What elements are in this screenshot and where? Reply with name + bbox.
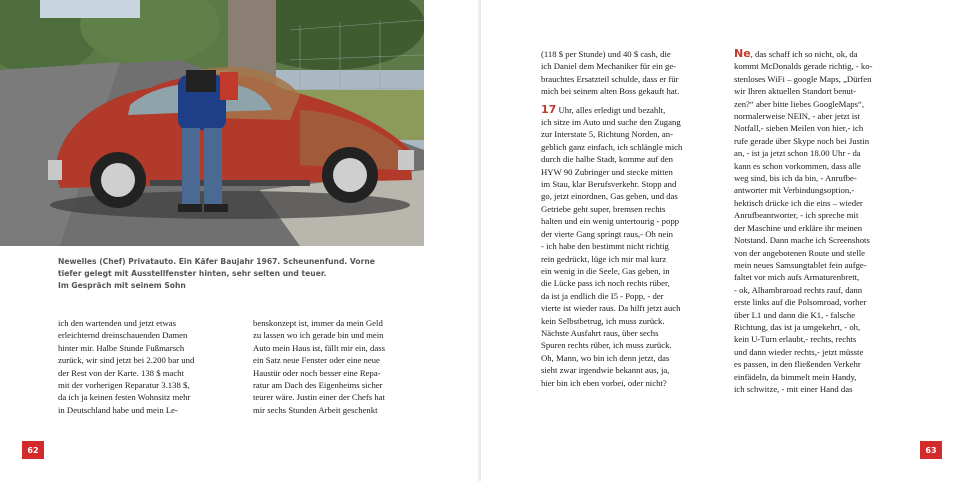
text-line: weg sind, bis ich da bin, - Anrufbe- xyxy=(734,173,857,184)
right-column-1 xyxy=(541,48,717,389)
car-photo xyxy=(0,0,424,246)
text-line: und dann wieder rechts,- jetzt müsste xyxy=(734,346,864,357)
text-line: ich sitze im Auto und suche den Zugang xyxy=(541,117,681,128)
text-line: faltet vor mich aufs Armaturenbrett, xyxy=(734,272,860,283)
text-line: von der angebotenen Route und stelle xyxy=(734,247,865,258)
paragraph-first-line xyxy=(734,48,914,60)
text-line: ein wenig in die Seele, Gas geben, in xyxy=(541,265,670,276)
text-line: Oh, Mann, wo bin ich denn jetzt, das xyxy=(541,352,670,363)
caption-line: Im Gespräch mit seinem Sohn xyxy=(58,281,186,290)
text-line: sieht zwar irgendwie bekannt aus, ja, xyxy=(541,365,670,376)
text-line: mich bei seinem alten Boss gekauft hat. xyxy=(541,86,680,97)
text-line: Notfall,- sieben Meilen von hier,- ich xyxy=(734,123,864,134)
text-line: zu lassen wo ich gerade bin und mein xyxy=(253,330,384,341)
text-line: vierte ist wieder raus. Da hilft jetzt auch xyxy=(541,303,681,314)
text-line: ich Daniel dem Mechaniker für ein ge- xyxy=(541,61,677,72)
text-line: ich den wartenden und jetzt etwas xyxy=(58,318,176,328)
left-column-2 xyxy=(253,317,428,416)
text-line: - ok, Alhambraroad rechts rauf, dann xyxy=(734,284,863,295)
text-line: antworter mit Verbindungsoption,- xyxy=(734,185,855,196)
lead-word: Ne xyxy=(734,47,751,60)
text-line: wir Ihren aktuellen Standort benut- xyxy=(734,86,857,97)
text-line: Haustür oder noch besser eine Repa- xyxy=(253,367,381,378)
page-number-right: 63 xyxy=(920,441,942,459)
text-line: brauchtes Ersatzteil schulde, dass er für xyxy=(541,73,679,84)
paragraph-first-line xyxy=(541,104,717,116)
text-line: der Rest von der Karte. 138 $ macht xyxy=(58,367,184,378)
page-number-left: 62 xyxy=(22,441,44,459)
text-line: im Stau, klar Berufsverkehr. Stopp and xyxy=(541,179,677,190)
caption-line: Newelles (Chef) Privatauto. Ein Käfer Baujahr 1967. Scheunenfund. Vorne xyxy=(58,257,375,266)
text-line: an, - ist ja jetzt schon 18.00 Uhr - da xyxy=(734,148,861,159)
left-page xyxy=(0,0,481,481)
text-line: mir sechs Stunden Arbeit geschenkt xyxy=(253,404,378,415)
text-line: zen?“ aber bitte liebes GoogleMaps“, xyxy=(734,98,865,109)
text-line: rufe gerade über Skype noch bei Justin xyxy=(734,135,870,146)
text-line: ein Satz neue Fenster oder eine neue xyxy=(253,355,380,366)
car-photo-illustration xyxy=(0,0,424,246)
first-line-text: Uhr, alles erledigt und bezahlt, xyxy=(556,104,666,115)
text-line: es passen, in den fließenden Verkehr xyxy=(734,359,861,370)
text-line: Spuren rechts rüber, ich muss zurück. xyxy=(541,340,672,351)
text-line: normalerweise NEIN, - aber jetzt ist xyxy=(734,111,860,122)
text-line: Nächste Ausfahrt raus, über sechs xyxy=(541,327,659,338)
text-line: die Lücke pass ich noch rechts rüber, xyxy=(541,278,670,289)
text-line: da ich ja keinen festen Wohnsitz mehr xyxy=(58,392,191,403)
text-line: Richtung, das ist ja umgekehrt, - oh, xyxy=(734,321,861,332)
text-line: Auto mein Haus ist, fällt mir ein, dass xyxy=(253,342,385,353)
left-column-1 xyxy=(58,317,238,416)
photo-caption xyxy=(58,256,428,292)
text-line: hektisch drücke ich die eins – wieder xyxy=(734,197,863,208)
text-line: HYW 90 Zubringer und stecke mitten xyxy=(541,166,673,177)
text-line: erleichternd dreinschauenden Damen xyxy=(58,330,188,341)
text-line: kein Selbstbetrug, ich muss zurück. xyxy=(541,315,665,326)
text-line: (118 $ per Stunde) und 40 $ cash, die xyxy=(541,49,671,59)
text-line: Getriebe geht super, bremsen rechts xyxy=(541,203,666,214)
text-line: ratur am Dach des Eigenheims sicher xyxy=(253,380,383,391)
text-line: in Deutschland habe und mein Le- xyxy=(58,404,178,415)
lead-number: 17 xyxy=(541,102,557,116)
text-line: stenloses WiFi – google Maps, „Dürfen xyxy=(734,73,872,84)
text-line: über L1 und dann die K1, - falsche xyxy=(734,309,856,320)
text-line: zurück, wir sind jetzt bei 2.200 bar und xyxy=(58,355,195,366)
text-line: Anrufbeantworter, - ich spreche mit xyxy=(734,210,859,221)
text-line: go, jetzt einordnen, Gas geben, und das xyxy=(541,191,678,202)
text-line: kein U-Turn erlaubt,- rechts, rechts xyxy=(734,334,857,345)
text-line: benskonzept ist, immer da mein Geld xyxy=(253,318,383,328)
text-line: einfädeln, da bimmelt mein Handy, xyxy=(734,371,857,382)
text-line: teurer wäre. Justin einer der Chefs hat xyxy=(253,392,385,403)
text-line: durch die halbe Stadt, komme auf den xyxy=(541,154,673,165)
text-line: da ist ja endlich die I5 - Popp, - der xyxy=(541,290,664,301)
text-line: mein neues Samsungtablet fein aufge- xyxy=(734,259,867,270)
text-line: halten und ein wenig untertourig - popp xyxy=(541,216,680,227)
text-line: erste links auf die Polsomroad, vorher xyxy=(734,297,867,308)
caption-line: tiefer gelegt mit Ausstellfenster hinten, sehr selten und teuer. xyxy=(58,269,327,278)
text-line: - ich habe den bestimmt nicht richtig xyxy=(541,241,669,252)
text-line: kann es schon vorkommen, dass alle xyxy=(734,160,861,171)
text-line: zur Interstate 5, Richtung Norden, an- xyxy=(541,129,673,140)
text-line: der vierte Gang springt raus,- Oh nein xyxy=(541,228,673,239)
text-line: der Maschine und erkläre ihr meinen xyxy=(734,222,863,233)
first-line-text: , das schaff ich so nicht, ok, da xyxy=(750,49,858,59)
text-line: geblich ganz einfach, ich schlängle mich xyxy=(541,141,683,152)
text-line: ich schwitze, - mit einer Hand das xyxy=(734,383,853,394)
text-line: hinter mir. Halbe Stunde Fußmarsch xyxy=(58,342,185,353)
text-line: mit der vorherigen Reparatur 3.138 $, xyxy=(58,380,190,391)
text-line: hier bin ich eben vorbei, oder nicht? xyxy=(541,377,667,388)
text-line: rein gedrückt, lüge ich mir mal kurz xyxy=(541,253,667,264)
text-line: Notstand. Dann mache ich Screenshots xyxy=(734,235,870,246)
text-line: kommt McDonalds gerade richtig, - ko- xyxy=(734,61,873,72)
right-column-2 xyxy=(734,48,914,395)
